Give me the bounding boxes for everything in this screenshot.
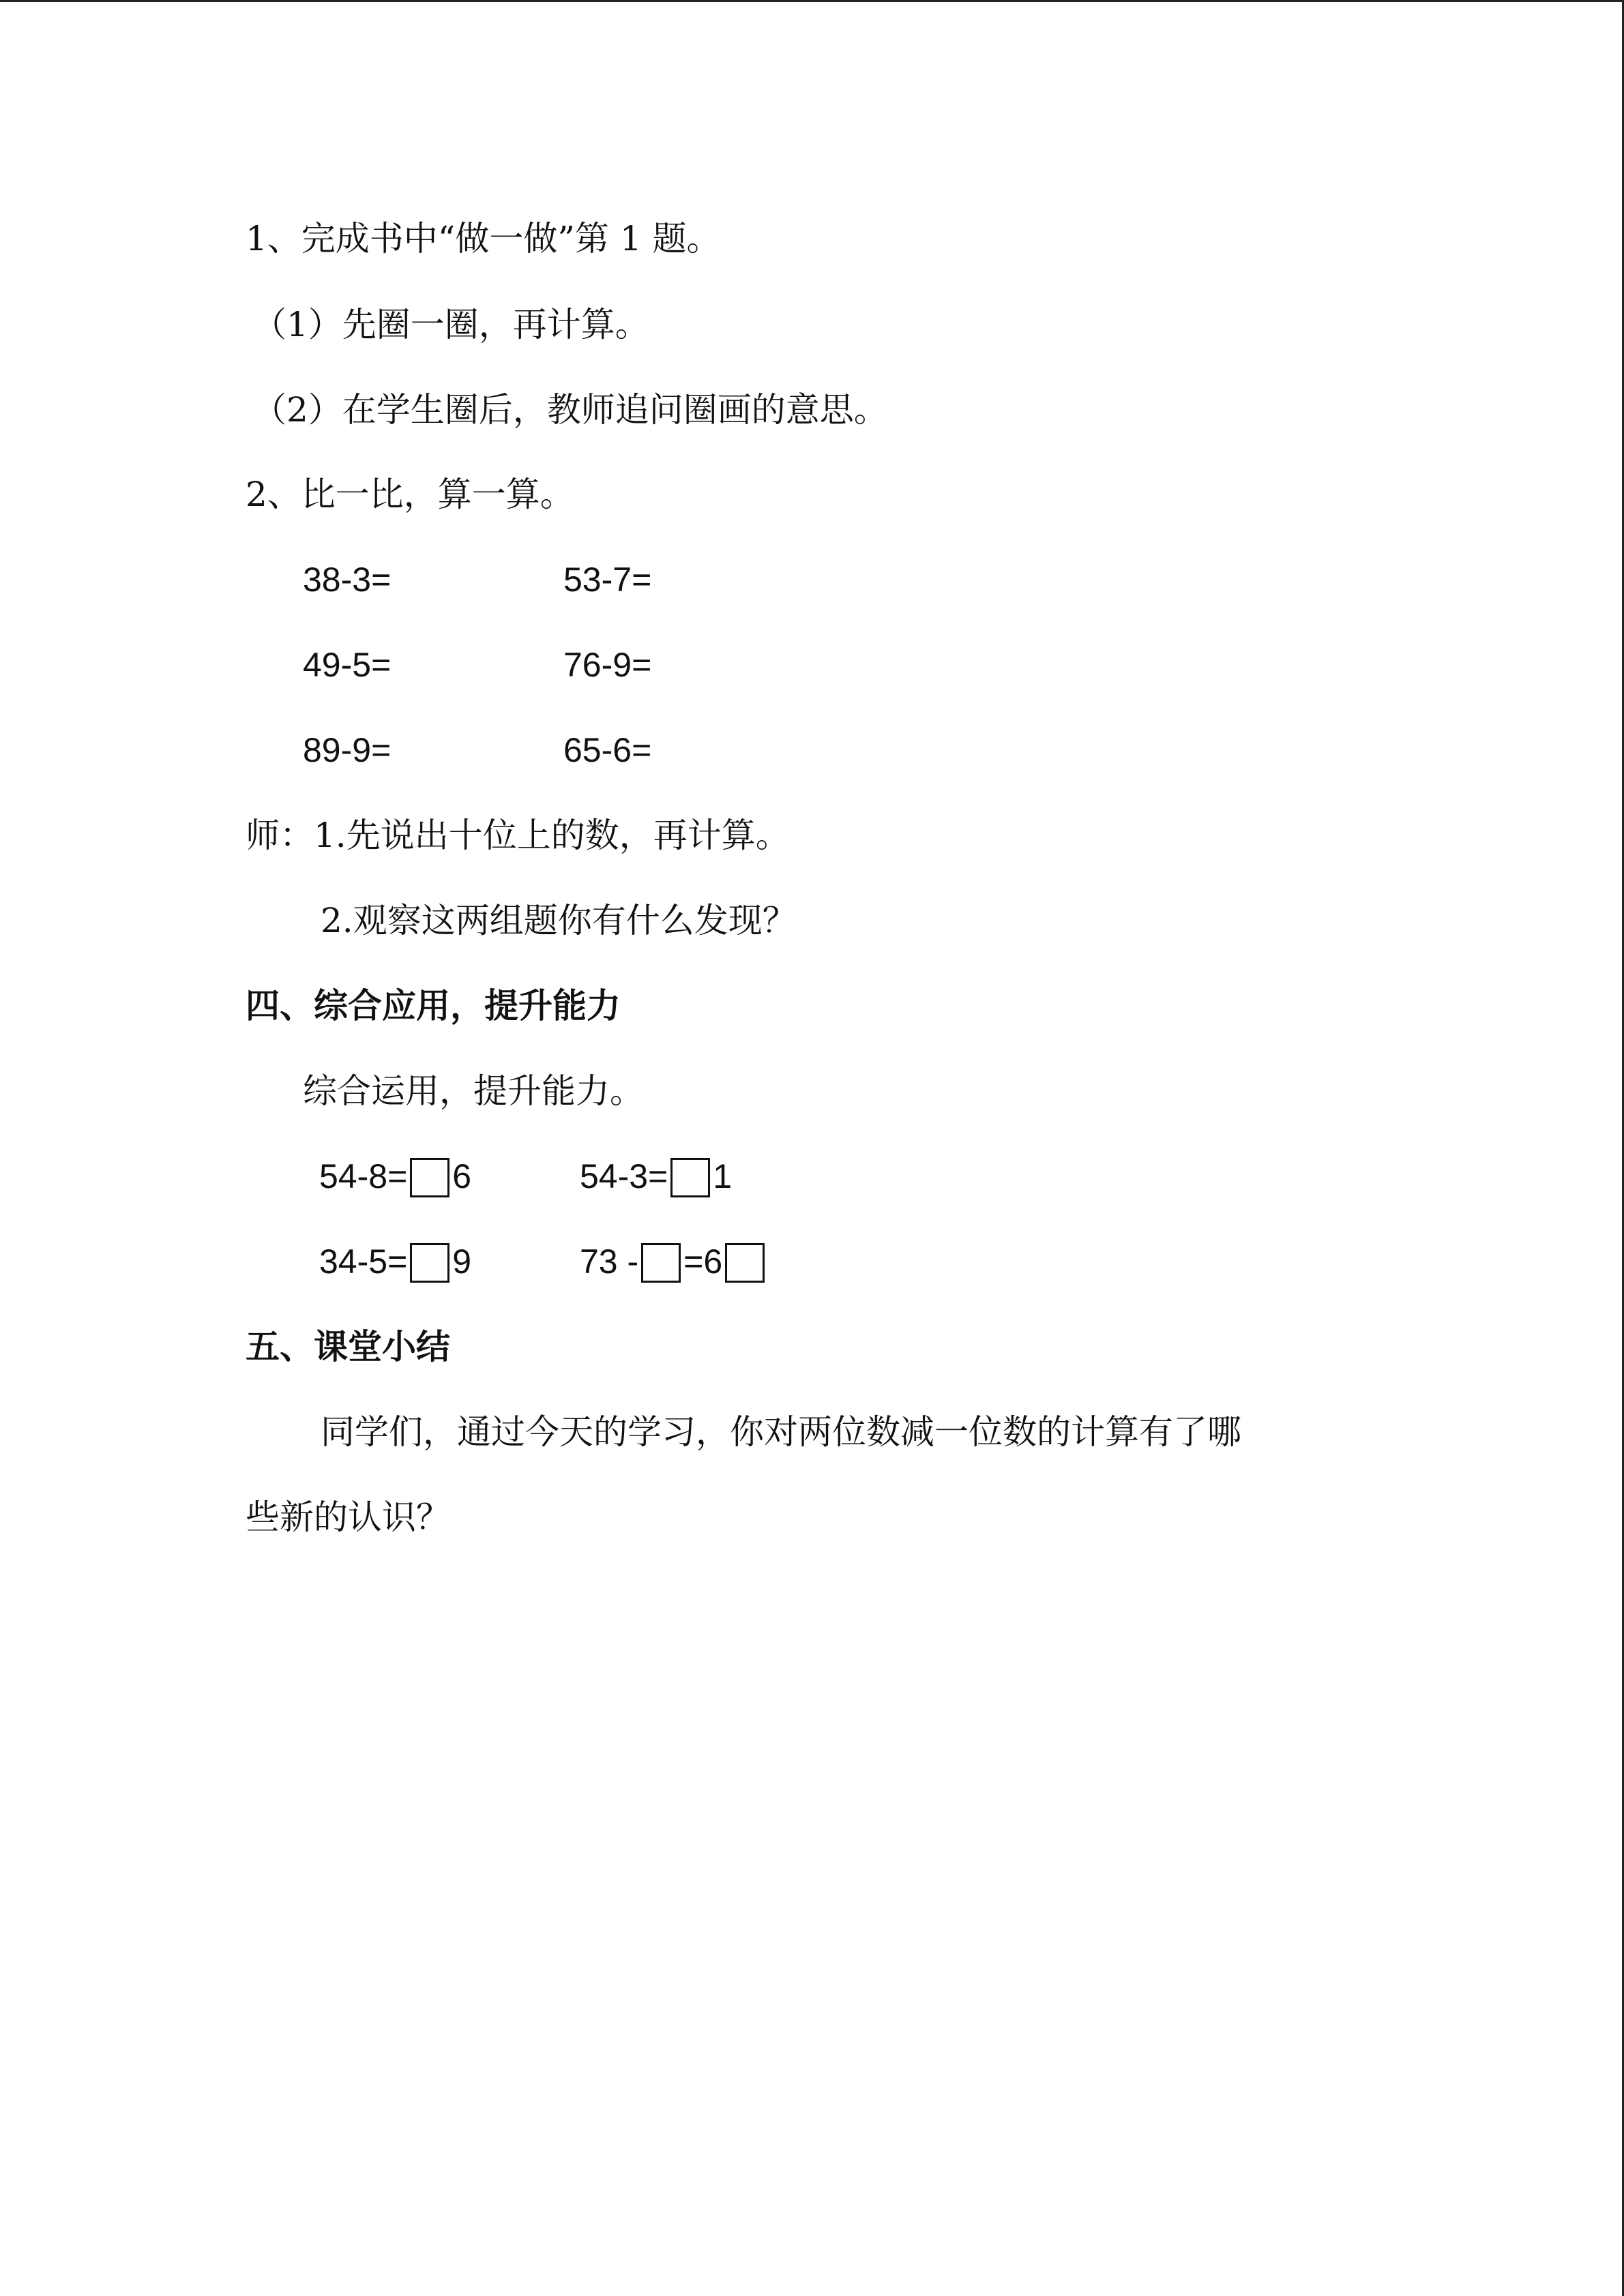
fill-2a-suffix: 9	[452, 1242, 472, 1281]
fill-1b-prefix: 54-3=	[580, 1157, 668, 1195]
answer-box[interactable]	[641, 1243, 681, 1283]
calc-row-2-left: 49-5=	[303, 646, 392, 684]
calc-row-1-right: 53-7=	[563, 561, 652, 599]
fill-row-2-left	[319, 1238, 471, 1285]
calc-row-3-left: 89-9=	[303, 731, 392, 769]
calc-row-1-left: 38-3=	[303, 561, 392, 599]
fill-2b-prefix: 73 -	[580, 1242, 639, 1281]
answer-box[interactable]	[410, 1158, 449, 1197]
section-4-heading: 四、综合应用，提升能力	[246, 986, 621, 1026]
fill-2b-mid: =6	[683, 1242, 723, 1281]
item-2-line: 2、比一比，算一算。	[246, 475, 574, 514]
teacher-note-2: 2.观察这两组题你有什么发现？	[321, 901, 797, 940]
fill-row-1-right	[580, 1152, 732, 1200]
teacher-note-1: 师：1.先说出十位上的数，再计算。	[246, 816, 790, 855]
fill-row-1-left	[319, 1152, 471, 1200]
fill-row-2-right	[580, 1238, 767, 1285]
section-5-heading: 五、课堂小结	[246, 1327, 450, 1367]
fill-1b-suffix: 1	[713, 1157, 733, 1195]
section-4-subtitle: 综合运用，提升能力。	[303, 1071, 644, 1111]
calc-row-2-right: 76-9=	[563, 646, 652, 684]
fill-2a-prefix: 34-5=	[319, 1242, 408, 1281]
summary-line-1: 同学们，通过今天的学习，你对两位数减一位数的计算有了哪	[321, 1412, 1241, 1452]
answer-box[interactable]	[725, 1243, 765, 1283]
item-1-sub-1: （1）先圈一圈，再计算。	[252, 305, 649, 344]
item-1-sub-2: （2）在学生圈后，教师追问圈画的意思。	[252, 390, 888, 430]
item-1-line: 1、完成书中“做一做”第 1 题。	[246, 219, 721, 258]
fill-1a-prefix: 54-8=	[319, 1157, 408, 1195]
summary-line-2: 些新的认识？	[246, 1497, 450, 1537]
answer-box[interactable]	[670, 1158, 710, 1197]
calc-row-3-right: 65-6=	[563, 731, 652, 769]
fill-1a-suffix: 6	[452, 1157, 472, 1195]
answer-box[interactable]	[410, 1243, 449, 1283]
